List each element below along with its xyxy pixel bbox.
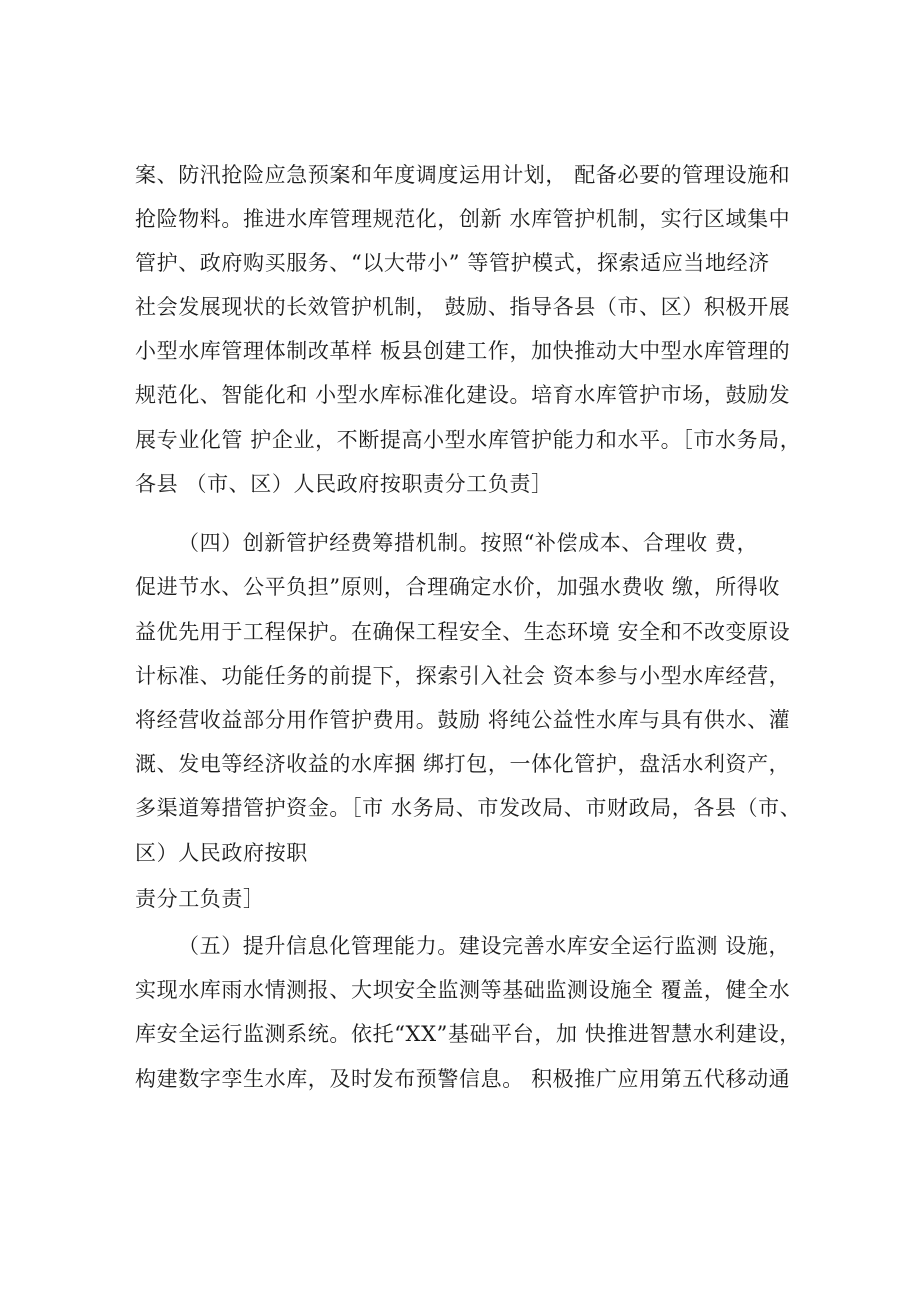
body-text-line: 实现水库雨水情测报、大坝安全监测等基础监测设施全 覆盖，健全水 [135, 978, 791, 1002]
body-text-line: 将经营收益部分用作管护费用。鼓励 将纯公益性水库与具有供水、灌 [135, 708, 791, 732]
body-text-line: 益优先用于工程保护。在确保工程安全、生态环境 安全和不改变原设 [135, 620, 791, 644]
body-text-line: 各县 （市、区）人民政府按职责分工负责］ [135, 472, 553, 496]
body-text-line: 案、防汛抢险应急预案和年度调度运用计划， 配备必要的管理设施和 [135, 163, 791, 187]
section-heading-4: （四）创新管护经费筹措机制。按照“补偿成本、合理收 费， [178, 531, 759, 555]
body-text-line: 规范化、智能化和 小型水库标准化建设。培育水库管护市场，鼓励发 [135, 383, 791, 407]
body-text-line: 构建数字孪生水库，及时发布预警信息。 积极推广应用第五代移动通 [135, 1067, 791, 1091]
body-text-line: 社会发展现状的长效管护机制， 鼓励、指导各县（市、区）积极开展 [135, 295, 791, 319]
body-text-line: 展专业化管 护企业，不断提高小型水库管护能力和水平。［市水务局， [135, 428, 802, 452]
body-text-line: 多渠道筹措管护资金。［市 水务局、市发改局、市财政局，各县（市、 [135, 796, 802, 820]
body-text-line: 促进节水、公平负担”原则，合理确定水价，加强水费收 缴，所得收 [135, 575, 781, 599]
body-text-line: 库安全运行监测系统。依托“XX”基础平台，加 快推进智慧水利建设， [135, 1022, 801, 1046]
body-text-line: 抢险物料。推进水库管理规范化，创新 水库管护机制，实行区域集中 [135, 207, 791, 231]
body-text-line: 小型水库管理体制改革样 板县创建工作，加快推动大中型水库管理的 [135, 339, 791, 363]
body-text-line: 责分工负责］ [135, 887, 265, 911]
body-text-line: 溉、发电等经济收益的水库捆 绑打包，一体化管护，盘活水利资产， [135, 752, 791, 776]
section-heading-5: （五）提升信息化管理能力。建设完善水库安全运行监测 设施， [178, 934, 791, 958]
body-text-line: 管护、政府购买服务、“以大带小” 等管护模式，探索适应当地经济 [135, 251, 770, 275]
body-text-line: 区）人民政府按职 [135, 841, 308, 865]
body-text-line: 计标准、功能任务的前提下，探索引入社会 资本参与小型水库经营， [135, 664, 791, 688]
